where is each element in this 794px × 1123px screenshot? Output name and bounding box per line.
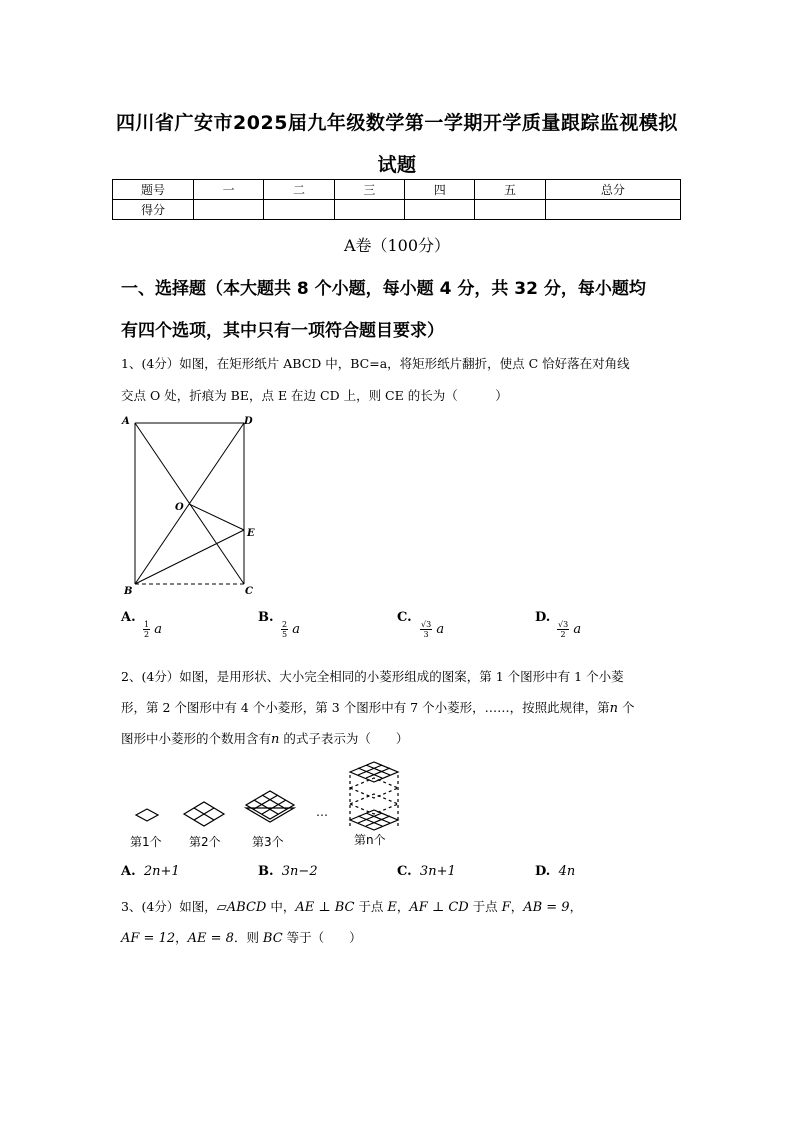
option-label: B. bbox=[258, 864, 274, 879]
q3-math: AB = 9 bbox=[523, 900, 570, 915]
score-header-cell: 一 bbox=[194, 180, 264, 200]
q3-math: BC bbox=[262, 931, 283, 946]
q3-text: ．则 bbox=[233, 930, 263, 945]
option-expr: 3n−2 bbox=[281, 864, 318, 879]
score-header-cell: 五 bbox=[475, 180, 545, 200]
q3-math: E bbox=[387, 900, 397, 915]
section-heading-line-1: 一、选择题（本大题共 8 个小题，每小题 4 分，共 32 分，每小题均 bbox=[121, 279, 646, 299]
score-table bbox=[112, 179, 681, 220]
score-cell[interactable] bbox=[545, 200, 680, 220]
score-table-header-row bbox=[113, 180, 681, 200]
q1-option-a[interactable] bbox=[121, 606, 136, 625]
option-label: A. bbox=[121, 864, 136, 879]
q2-var-n: n bbox=[609, 701, 618, 716]
score-cell[interactable] bbox=[405, 200, 475, 220]
score-cell[interactable] bbox=[264, 200, 334, 220]
pattern-ellipsis: … bbox=[316, 805, 328, 819]
q1-line-1: 1、(4分）如图，在矩形纸片 ABCD 中，BC=a，将矩形纸片翻折，使点 C 恰好落在对角线 bbox=[121, 356, 630, 371]
rhombus-fig2 bbox=[184, 802, 224, 826]
frac-var: a bbox=[154, 622, 162, 637]
score-cell[interactable] bbox=[334, 200, 404, 220]
q3-text: 于点 bbox=[468, 899, 502, 914]
score-row-label: 得分 bbox=[113, 200, 194, 220]
score-cell[interactable] bbox=[194, 200, 264, 220]
q3-math: F bbox=[501, 900, 511, 915]
q1-option-c-value bbox=[420, 620, 444, 639]
caption-fig3: 第3个 bbox=[252, 835, 284, 849]
label-A: A bbox=[122, 416, 130, 427]
q3-line-2 bbox=[121, 928, 362, 946]
score-header-cell: 二 bbox=[264, 180, 334, 200]
q3-math: AF ⊥ CD bbox=[409, 900, 469, 915]
option-expr: 4n bbox=[558, 864, 576, 879]
score-header-cell: 总分 bbox=[545, 180, 680, 200]
q2-line-3-end: 的式子表示为（ ） bbox=[279, 731, 409, 746]
q2-line-2 bbox=[121, 698, 634, 716]
rhombus-fig3 bbox=[246, 791, 294, 822]
q1-option-c[interactable] bbox=[397, 606, 412, 625]
q3-text: ， bbox=[510, 899, 524, 914]
q3-line-1 bbox=[121, 897, 582, 915]
option-label: A. bbox=[121, 610, 136, 625]
rhombus-fign bbox=[350, 762, 398, 830]
title-line-2: 试题 bbox=[377, 154, 417, 176]
caption-fig1: 第1个 bbox=[130, 835, 162, 849]
q1-option-d[interactable] bbox=[535, 606, 550, 625]
frac-num: 1 bbox=[144, 620, 150, 629]
title-line-1: 四川省广安市2025届九年级数学第一学期开学质量跟踪监视模拟 bbox=[116, 112, 678, 134]
q2-line-2-end: 个 bbox=[617, 700, 635, 715]
q3-text: ， bbox=[396, 899, 410, 914]
frac-num: 2 bbox=[282, 620, 288, 629]
q1-option-b[interactable] bbox=[258, 606, 274, 625]
frac-den: 5 bbox=[282, 630, 288, 639]
q1-rectangle-fold-figure bbox=[118, 412, 268, 602]
q1-line-2: 交点 O 处，折痕为 BE，点 E 在边 CD 上，则 CE 的长为（ ） bbox=[121, 388, 508, 403]
crease-be bbox=[135, 530, 244, 584]
q3-text: ， bbox=[569, 899, 583, 914]
q2-option-b[interactable] bbox=[258, 864, 318, 879]
option-label: C. bbox=[397, 864, 412, 879]
label-O: O bbox=[175, 502, 184, 513]
label-C: C bbox=[245, 586, 253, 597]
score-table-score-row bbox=[113, 200, 681, 220]
label-D: D bbox=[244, 416, 253, 427]
q1-option-d-value bbox=[557, 620, 581, 639]
score-header-cell: 题号 bbox=[113, 180, 194, 200]
section-heading-line-2: 有四个选项，其中只有一项符合题目要求） bbox=[121, 321, 444, 341]
paper-section-label: A卷（100分） bbox=[343, 236, 451, 255]
option-label: B. bbox=[258, 610, 274, 625]
frac-num: √3 bbox=[558, 620, 569, 629]
option-expr: 2n+1 bbox=[143, 864, 180, 879]
label-B: B bbox=[124, 586, 133, 597]
q1-option-a-value bbox=[143, 620, 162, 639]
q3-text: 等于（ ） bbox=[282, 930, 362, 945]
q3-math: AE ⊥ BC bbox=[295, 900, 355, 915]
caption-fign: 第n个 bbox=[354, 833, 386, 847]
frac-var: a bbox=[436, 622, 445, 637]
frac-var: a bbox=[292, 622, 300, 637]
q2-line-3-text: 图形中小菱形的个数用含有 bbox=[121, 731, 272, 746]
q2-option-c[interactable] bbox=[397, 864, 456, 879]
q2-var-n: n bbox=[271, 732, 280, 747]
score-header-cell: 四 bbox=[405, 180, 475, 200]
frac-num: √3 bbox=[421, 620, 432, 629]
q2-option-a[interactable] bbox=[121, 864, 180, 879]
q2-line-3 bbox=[121, 729, 408, 747]
segment-oe bbox=[189, 504, 244, 530]
q3-text: ， bbox=[175, 930, 188, 945]
option-label: D. bbox=[535, 610, 551, 625]
caption-fig2: 第2个 bbox=[189, 835, 221, 849]
frac-var: a bbox=[573, 622, 582, 637]
rhombus-fig1 bbox=[136, 809, 158, 821]
q2-option-d[interactable] bbox=[535, 864, 575, 879]
q3-text: 3、(4分）如图， bbox=[121, 899, 217, 914]
frac-den: 2 bbox=[144, 630, 150, 639]
q2-line-1: 2、(4分）如图，是用形状、大小完全相同的小菱形组成的图案，第 1 个图形中有 1 个小菱 bbox=[121, 669, 624, 684]
q3-math: AE = 8 bbox=[187, 931, 234, 946]
score-header-cell: 三 bbox=[334, 180, 404, 200]
q3-math: AF = 12 bbox=[121, 931, 176, 946]
q3-text: 中， bbox=[266, 899, 296, 914]
option-label: D. bbox=[535, 864, 551, 879]
score-cell[interactable] bbox=[475, 200, 545, 220]
frac-den: 3 bbox=[423, 630, 429, 639]
option-expr: 3n+1 bbox=[419, 864, 456, 879]
q3-math: ▱ABCD bbox=[216, 900, 267, 915]
q1-option-b-value bbox=[281, 620, 300, 639]
q2-line-2-text: 形，第 2 个图形中有 4 个小菱形，第 3 个图形中有 7 个小菱形，……，按照此规律，第 bbox=[121, 700, 610, 715]
label-E: E bbox=[247, 528, 255, 539]
q3-text: 于点 bbox=[354, 899, 388, 914]
option-label: C. bbox=[397, 610, 412, 625]
frac-den: 2 bbox=[560, 630, 566, 639]
